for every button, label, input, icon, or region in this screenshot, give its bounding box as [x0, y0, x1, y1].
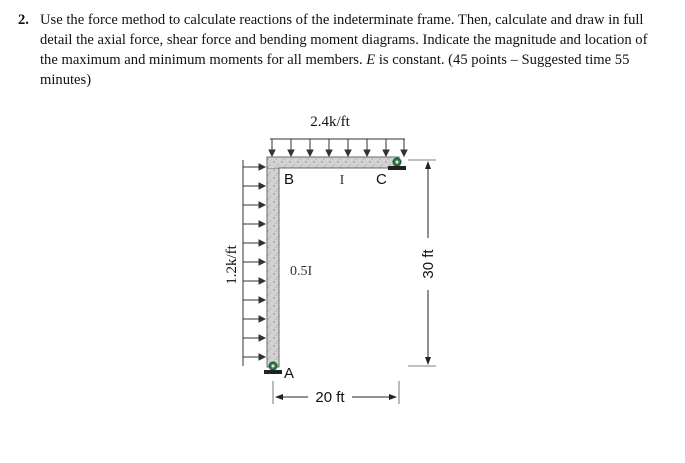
column-inertia-label: 0.5I [290, 264, 313, 279]
problem-text-part1: Use the force method to calculate reactions of the indeterminate frame. Then, calculate and draw in full detail the axial force, shear force and bending moment diagrams. Indicate the magnitude and location of the maximum and minimum moments for all members. [40, 12, 648, 68]
height-dimension-label: 30 ft [420, 249, 437, 279]
column-AB [267, 157, 279, 367]
top-load-arrows [269, 139, 407, 156]
support-C-base [388, 166, 406, 170]
problem-number: 2. [18, 12, 29, 28]
span-dimension-label: 20 ft [315, 389, 345, 406]
side-load-arrows [243, 164, 265, 360]
span-dimension [273, 381, 399, 406]
modulus-symbol: E [366, 52, 376, 68]
side-distributed-load [224, 160, 265, 366]
beam-BC [267, 157, 399, 168]
problem-text-part2: is constant. (45 points – Suggested time 55 minutes) [40, 52, 630, 88]
beam-inertia-label: I [339, 173, 345, 188]
height-dimension [408, 160, 437, 366]
top-load-label: 2.4k/ft [310, 114, 350, 130]
frame-members [267, 157, 399, 367]
label-B: B [284, 171, 295, 188]
label-C: C [376, 171, 387, 188]
support-A-base [264, 370, 282, 374]
side-load-label: 1.2k/ft [224, 245, 240, 285]
label-A: A [284, 365, 295, 382]
top-distributed-load [269, 114, 407, 156]
joint-B [268, 158, 278, 168]
